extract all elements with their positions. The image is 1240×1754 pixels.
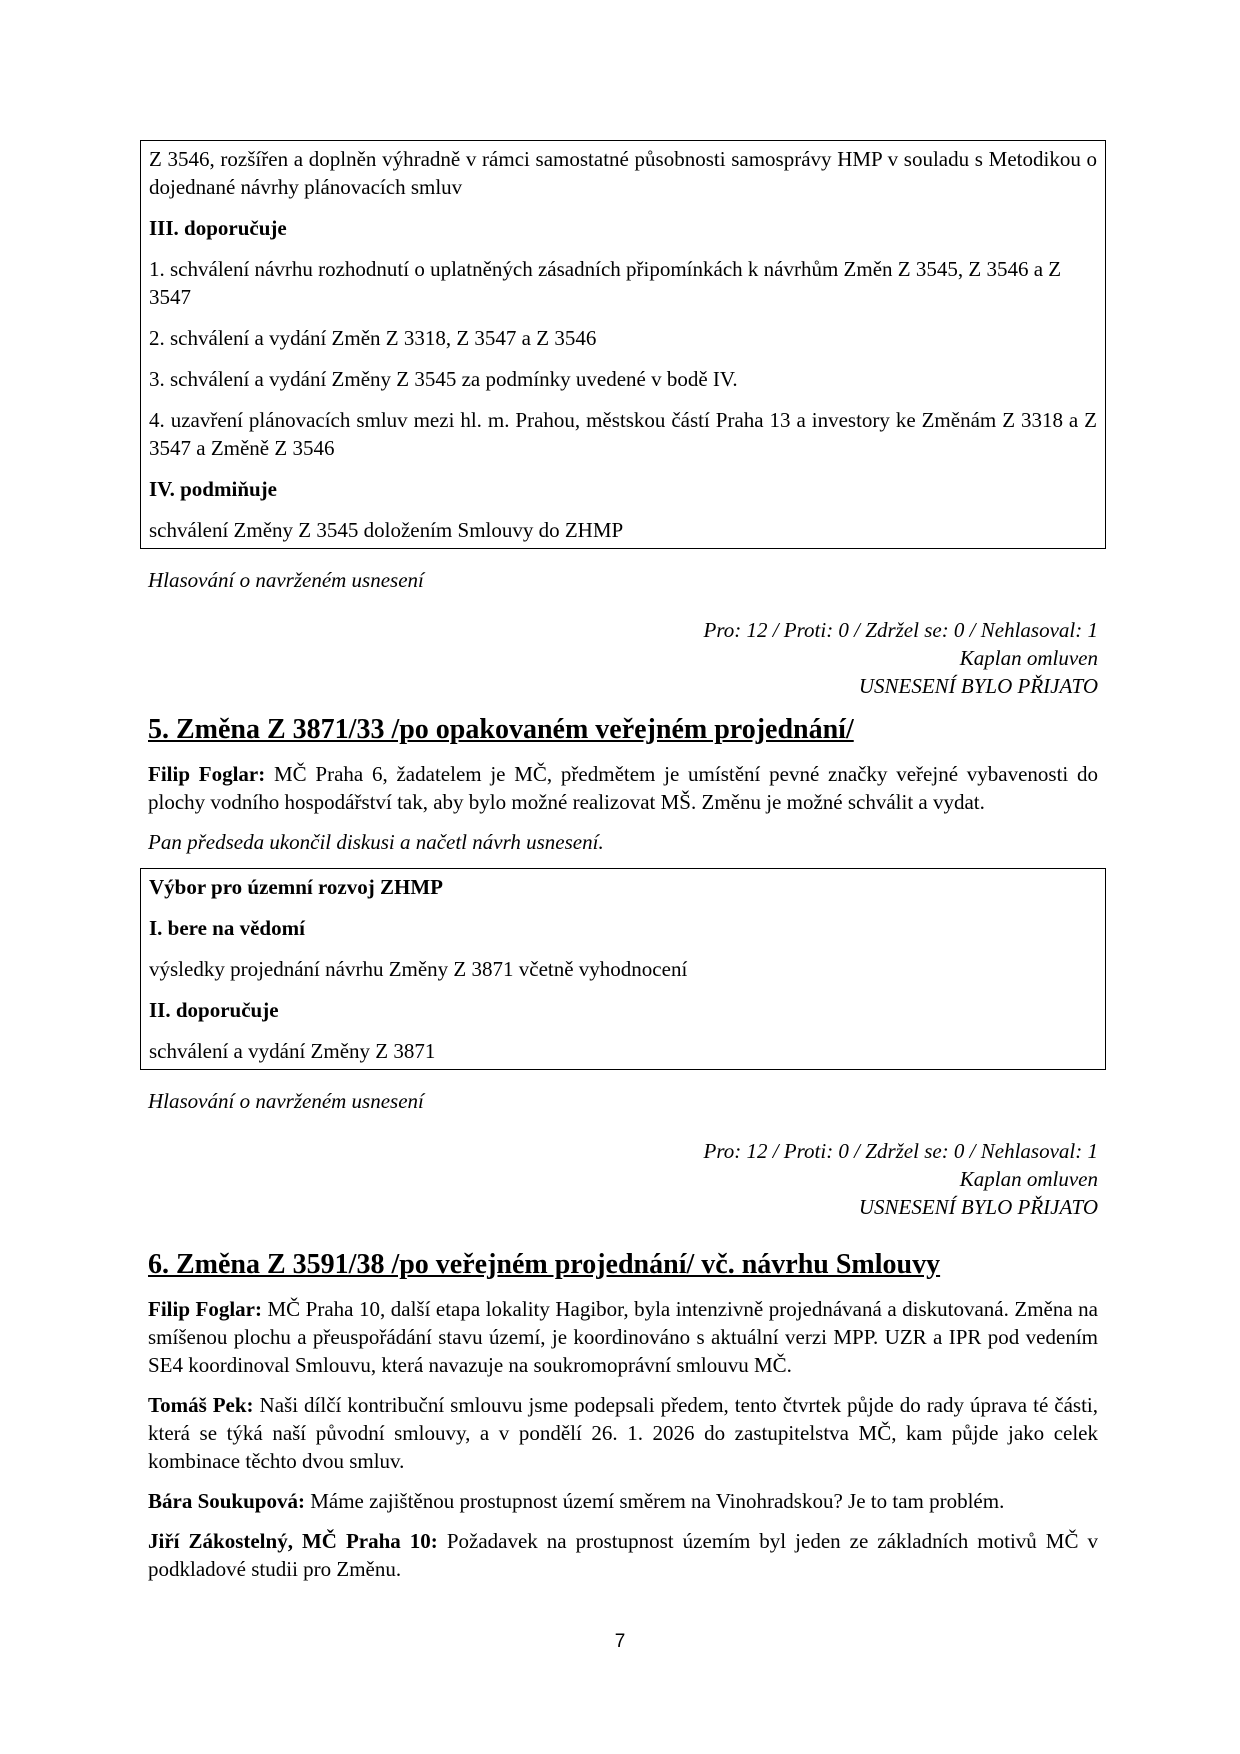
box-item-2: 2. schválení a vydání Změn Z 3318, Z 3547 a Z 3546 — [149, 326, 597, 350]
section-5-title: 5. Změna Z 3871/33 /po opakovaném veřejném projednání/ — [148, 714, 854, 745]
speaker-name: Jiří Zákostelný, MČ Praha 10: — [148, 1529, 438, 1553]
box-heading-acknowledges: I. bere na vědomí — [149, 916, 305, 940]
box-text-acknowledges: výsledky projednání návrhu Změny Z 3871 včetně vyhodnocení — [149, 957, 688, 981]
speaker-text: MČ Praha 10, další etapa lokality Hagibor, byla intenzivně projednávaná a diskutovaná. Změna na smíšenou plochu a přeuspořádání stavu území, je koordinováno s aktuální verzi MPP. UZR a IPR pod vedením SE4 koordinoval Smlouvu, která navazuje na soukromoprávní smlouvu MČ. — [148, 1297, 1098, 1377]
box-condition-text: schválení Změny Z 3545 doložením Smlouvy do ZHMP — [149, 518, 624, 542]
speaker-name: Tomáš Pek: — [148, 1393, 254, 1417]
vote-label: Hlasování o navrženém usnesení — [148, 1089, 424, 1113]
vote-result-block — [148, 616, 1098, 700]
section-6-title: 6. Změna Z 3591/38 /po veřejném projednání/ vč. návrhu Smlouvy — [148, 1249, 941, 1280]
speaker-name: Filip Foglar: — [148, 762, 266, 786]
speaker-name: Filip Foglar: — [148, 1297, 262, 1321]
document-page — [148, 140, 1098, 1595]
vote-note: Kaplan omluven — [959, 1167, 1098, 1191]
vote-status: USNESENÍ BYLO PŘIJATO — [858, 674, 1098, 698]
vote-result: Pro: 12 / Proti: 0 / Zdržel se: 0 / Nehlasoval: 1 — [703, 1139, 1098, 1163]
page-number: 7 — [614, 1631, 626, 1652]
resolution-box — [140, 868, 1106, 1070]
box-item-1: 1. schválení návrhu rozhodnutí o uplatněných zásadních připomínkách k návrhům Změn Z 3545, Z 3546 a Z 3547 — [149, 257, 1062, 309]
vote-result-block — [148, 1137, 1098, 1221]
resolution-box-continued — [140, 140, 1106, 549]
box-heading-recommends: III. doporučuje — [149, 216, 287, 240]
section-5-paragraph — [148, 760, 1098, 816]
box-item-4: 4. uzavření plánovacích smluv mezi hl. m. Prahou, městskou částí Praha 13 a investory ke Změnám Z 3318 a Z 3547 a Změně Z 3546 — [149, 408, 1097, 460]
section-6-paragraph-2 — [148, 1391, 1098, 1475]
box-text-recommends: schválení a vydání Změny Z 3871 — [149, 1039, 436, 1063]
vote-label: Hlasování o navrženém usnesení — [148, 568, 424, 592]
speaker-text: Naši dílčí kontribuční smlouvu jsme podepsali předem, tento čtvrtek půjde do rady úprava té části, která se týká naší původní smlouvy, a v pondělí 26. 1. 2026 do zastupitelstva MČ, kam půjde jako celek kombinace těchto dvou smluv. — [148, 1393, 1098, 1473]
box-text-line: Z 3546, rozšířen a doplněn výhradně v rámci samostatné působnosti samosprávy HMP v souladu s Metodikou o dojednané návrhy plánovacích smluv — [149, 147, 1097, 199]
section-6-paragraph-3 — [148, 1487, 1098, 1515]
committee-name: Výbor pro územní rozvoj ZHMP — [149, 875, 443, 899]
vote-result: Pro: 12 / Proti: 0 / Zdržel se: 0 / Nehlasoval: 1 — [703, 618, 1098, 642]
box-heading-conditions: IV. podmiňuje — [149, 477, 277, 501]
speaker-name: Bára Soukupová: — [148, 1489, 305, 1513]
section-6-paragraph-4 — [148, 1527, 1098, 1583]
speaker-text: Požadavek na prostupnost územím byl jeden ze základních motivů MČ v podkladové studii pro Změnu. — [148, 1529, 1098, 1581]
box-heading-recommends: II. doporučuje — [149, 998, 279, 1022]
speaker-text: MČ Praha 6, žadatelem je MČ, předmětem je umístění pevné značky veřejné vybavenosti do plochy vodního hospodářství tak, aby bylo možné realizovat MŠ. Změnu je možné schválit a vydat. — [148, 762, 1098, 814]
chair-note: Pan předseda ukončil diskusi a načetl návrh usnesení. — [148, 830, 604, 854]
speaker-text: Máme zajištěnou prostupnost území směrem na Vinohradskou? Je to tam problém. — [304, 1489, 1005, 1513]
section-6-paragraph-1 — [148, 1295, 1098, 1379]
vote-note: Kaplan omluven — [959, 646, 1098, 670]
vote-status: USNESENÍ BYLO PŘIJATO — [858, 1195, 1098, 1219]
box-item-3: 3. schválení a vydání Změny Z 3545 za podmínky uvedené v bodě IV. — [149, 367, 738, 391]
